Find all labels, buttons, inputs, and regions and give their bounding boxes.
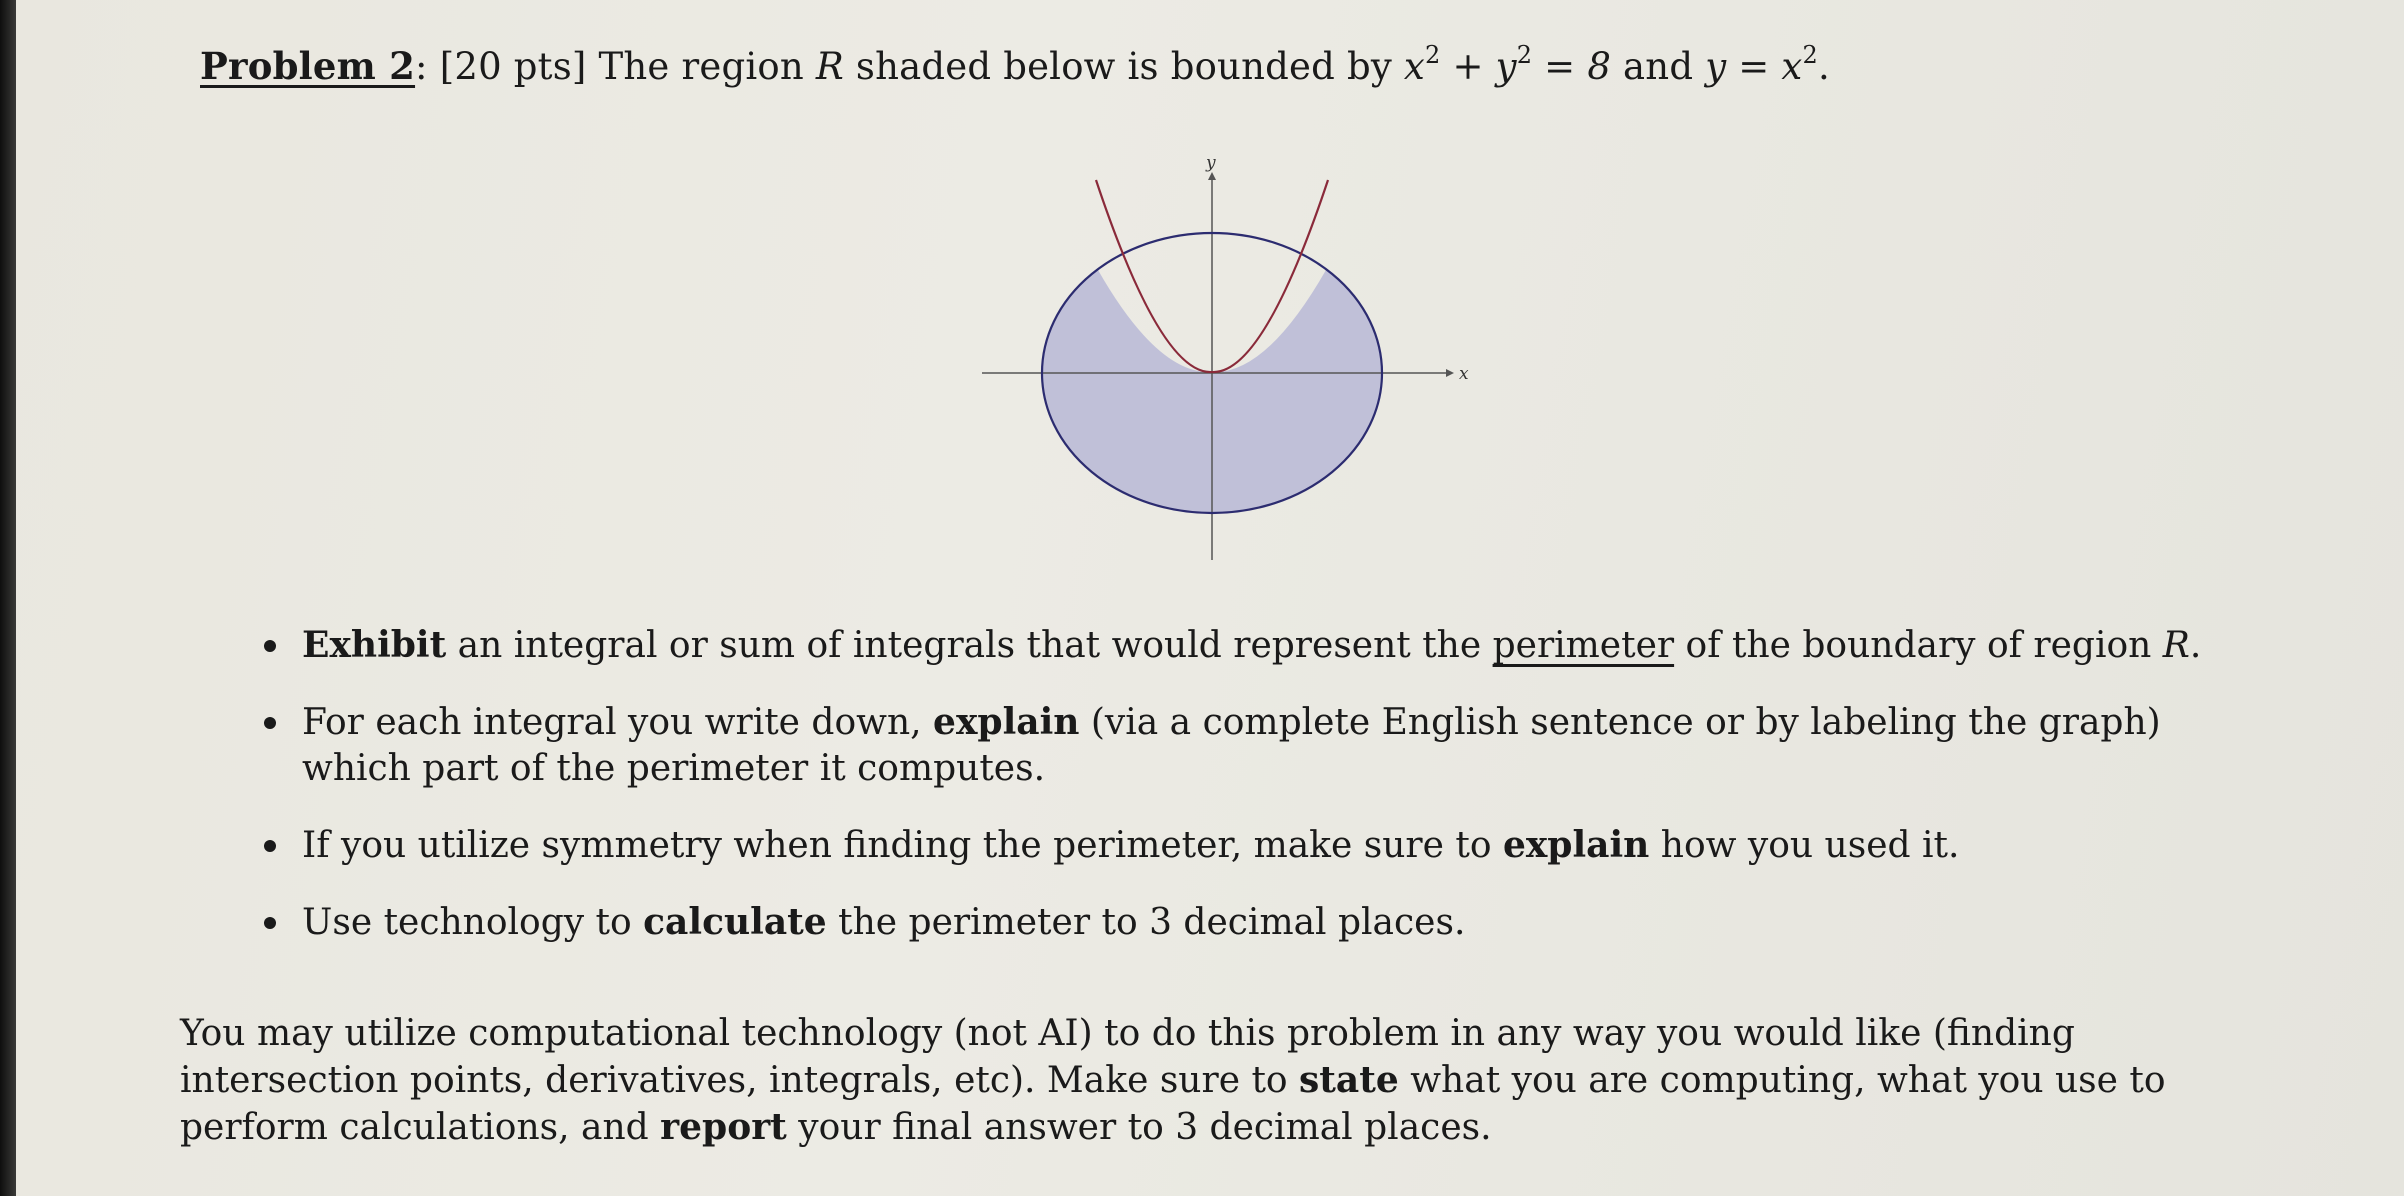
bullet-dot-icon [264, 717, 276, 729]
list-item [256, 622, 2256, 669]
circle-eq-exp2: 2 [1516, 41, 1533, 69]
closing-text: what you are computing, what you use to perform calculations, and [180, 1060, 2166, 1148]
problem-text-before-r: The region [598, 45, 804, 88]
problem-points: [20 pts] [439, 45, 587, 88]
problem-and: and [1623, 45, 1694, 88]
closing-text: You may utilize computational technology (not AI) to do this problem in any way you would like (finding intersection points, derivatives, integrals, etc). Make sure to [180, 1013, 2075, 1101]
closing-paragraph [180, 1010, 2260, 1151]
closing-bold-report: report [660, 1106, 787, 1148]
closing-text: your final answer to 3 decimal places. [786, 1107, 1492, 1148]
circle-eq-exp1: 2 [1424, 41, 1441, 69]
region-symbol: R [815, 45, 844, 88]
bullet-dot-icon [264, 840, 276, 852]
bullet-text: how you used it. [1649, 825, 1960, 866]
bullet-bold: calculate [643, 901, 827, 943]
list-item [256, 899, 2256, 946]
circle-equation [1403, 41, 1612, 88]
list-item [256, 822, 2256, 869]
parabola-eq-lhs: y = x [1705, 45, 1803, 88]
bullet-text: (via a complete English sentence or by labeling the graph) which part of the perimeter it computes. [302, 702, 2161, 789]
list-item [256, 699, 2256, 792]
bullet-text: Use technology to [302, 902, 644, 943]
circle-eq-x: x [1403, 45, 1425, 88]
problem-page [16, 0, 2404, 1196]
bullet-dot-icon [264, 917, 276, 929]
bullet-text: the perimeter to 3 decimal places. [826, 902, 1466, 943]
circle-eq-rhs: = 8 [1544, 45, 1612, 88]
problem-period: . [1817, 45, 1830, 88]
bullet-dot-icon [264, 640, 276, 652]
bullet-text: For each integral you write down, [302, 702, 934, 743]
x-axis-label: x [1459, 364, 1469, 384]
parabola-eq-exp: 2 [1802, 41, 1818, 69]
y-axis-arrow-icon [1208, 172, 1216, 180]
closing-bold-state: state [1299, 1059, 1399, 1101]
bullet-text: an integral or sum of integrals that would represent the [446, 625, 1493, 666]
perimeter-underlined: perimeter [1492, 625, 1675, 666]
region-figure [956, 150, 1476, 570]
bullet-bold: Exhibit [302, 624, 447, 666]
bullet-bold: explain [933, 701, 1080, 743]
bullet-text: If you utilize symmetry when finding the perimeter, make sure to [302, 825, 1503, 866]
bullet-bold: explain [1502, 824, 1650, 866]
problem-label: Problem 2 [200, 44, 416, 88]
problem-text-after-r: shaded below is bounded by [855, 45, 1392, 88]
screen-bezel [0, 0, 16, 1196]
problem-statement [200, 41, 1830, 88]
instruction-list [256, 622, 2256, 976]
problem-colon: : [415, 45, 428, 88]
circle-eq-plus-y: + y [1452, 45, 1517, 88]
x-axis-arrow-icon [1446, 369, 1454, 377]
bullet-text: of the boundary of region [1674, 625, 2163, 666]
bullet-period: . [2189, 625, 2202, 666]
parabola-equation [1705, 41, 1818, 88]
region-symbol: R [2162, 625, 2190, 666]
y-axis-label: y [1206, 153, 1216, 173]
